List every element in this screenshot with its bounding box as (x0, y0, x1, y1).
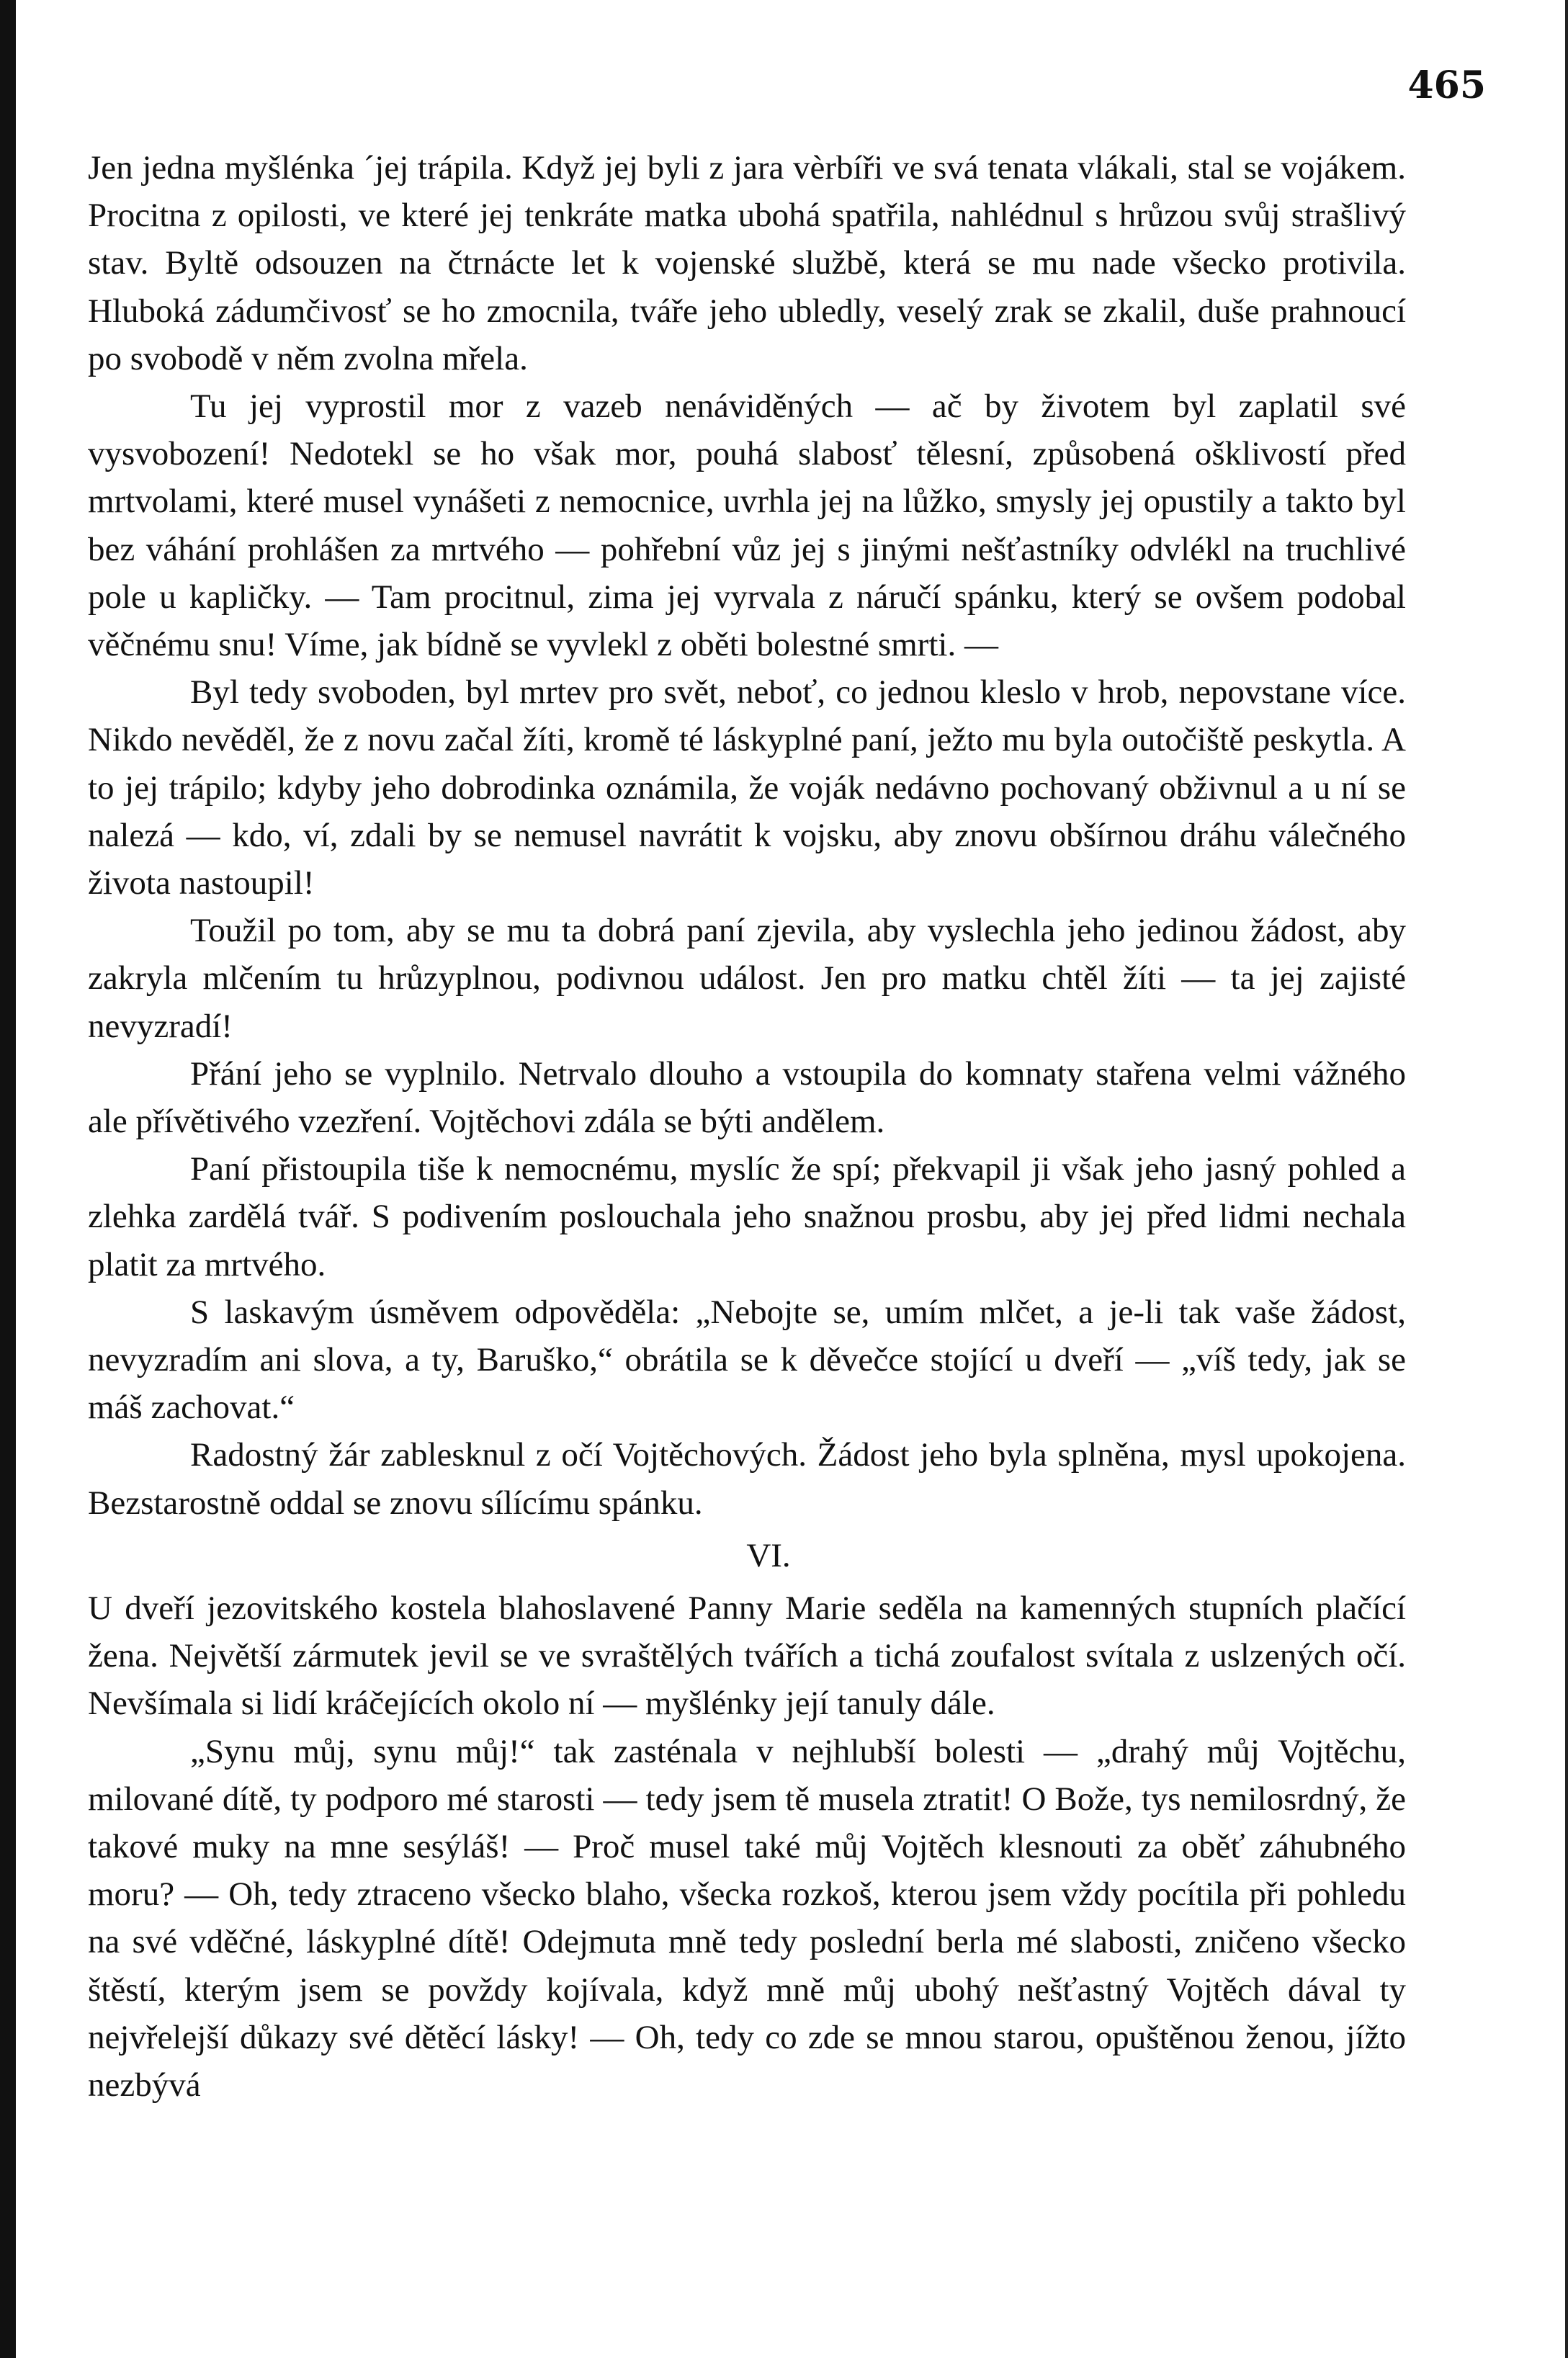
page-number: 465 (1407, 63, 1486, 107)
paragraph: S laskavým úsměvem odpověděla: „Nebojte se, umím mlčet, a je-li tak vaše žádost, nevyzradím ani slova, a ty, Baruško,“ obrátila se k děvečce stojící u dveří — „víš tedy, jak se máš zachovat.“ (88, 1293, 1406, 1427)
paragraph: Tu jej vyprostil mor z vazeb nenáviděných — ač by životem byl zaplatil své vysvobození! Nedotekl se ho však mor, pouhá slabosť tělesní, způsobená ošklivostí před mrtvolami, které musel vynášeti z nemocnice, uvrhla jej na lůžko, smysly jej opustily a takto byl bez váhání prohlášen za mrtvého — pohřební vůz jej s jinými nešťastníky odvlékl na truchlivé pole u kapličky. — Tam procitnul, zima jej vyrvala z náručí spánku, který se ovšem podobal věčnému snu! Víme, jak bídně se vyvlekl z oběti bolestné smrti. — (88, 387, 1406, 664)
paragraph: Paní přistoupila tiše k nemocnému, myslíc že spí; překvapil ji však jeho jasný pohled a zlehka zardělá tvář. S podivením poslouchala jeho snažnou prosbu, aby jej před lidmi nechala platit za mrtvého. (88, 1150, 1406, 1283)
paragraph: Radostný žár zablesknul z očí Vojtěchových. Žádost jeho byla splněna, mysl upokojena. Bezstarostně oddal se znovu sílícímu spánku. (88, 1436, 1406, 1522)
paragraph: „Synu můj, synu můj!“ tak zasténala v nejhlubší bolesti — „drahý můj Vojtěchu, milované dítě, ty podporo mé starosti — tedy jsem tě musela ztratit! O Bože, tys nemilosrdný, že takové muky na mne sesýláš! — Proč musel také můj Vojtěch klesnouti za oběť záhubného moru? — Oh, tedy ztraceno všecko blaho, všecka rozkoš, kterou jsem vždy pocítila při pohledu na své vděčné, láskyplné dítě! Odejmuta mně tedy poslední berla mé slabosti, zničeno všecko štěstí, kterým jsem se povždy kojívala, když mně můj ubohý nešťastný Vojtěch dával ty nejvřelejší důkazy své dětěcí lásky! — Oh, tedy co zde se mnou starou, opuštěnou ženou, jížto nezbývá (88, 1732, 1406, 2104)
paragraph: Přání jeho se vyplnilo. Netrvalo dlouho a vstoupila do komnaty stařena velmi vážného ale přívětivého vzezření. Vojtěchovi zdála se býti andělem. (88, 1054, 1406, 1141)
text-block (88, 144, 1406, 2109)
paragraph: Byl tedy svoboden, byl mrtev pro svět, neboť, co jednou kleslo v hrob, nepovstane více. Nikdo nevěděl, že z novu začal žíti, kromě té láskyplné paní, ježto mu byla outočiště peskytla. A to jej trápilo; kdyby jeho dobrodinka oznámila, že voják nedávno pochovaný obživnul a u ní se nalezá — kdo, ví, zdali by se nemusel navrátit k vojsku, aby znovu obšírnou dráhu válečného života nastoupil! (88, 673, 1406, 902)
section-heading: VI. (746, 1536, 791, 1574)
paragraph: Jen jedna myšlénka ´jej trápila. Když jej byli z jara vèrbíři ve svá tenata vlákali, stal se vojákem. Procitna z opilosti, ve které jej tenkráte matka ubohá spatřila, nahlédnul s hrůzou svůj strašlivý stav. Byltě odsouzen na čtrnácte let k vojenské službě, která se mu nade všecko protivila. Hluboká zádumčivosť se ho zmocnila, tváře jeho ubledly, veselý zrak se zkalil, duše prahnoucí po svobodě v něm zvolna mřela. (88, 149, 1406, 377)
paragraph: U dveří jezovitského kostela blahoslavené Panny Marie seděla na kamenných stupních plačící žena. Největší zármutek jevil se ve svraštělých tvářích a tichá zoufalost svítala z uslzených očí. Nevšímala si lidí kráčejících okolo ní — myšlénky její tanuly dále. (88, 1589, 1406, 1723)
paragraph: Toužil po tom, aby se mu ta dobrá paní zjevila, aby vyslechla jeho jedinou žádost, aby zakryla mlčením tu hrůzyplnou, podivnou událost. Jen pro matku chtěl žíti — ta jej zajisté nevyzradí! (88, 912, 1406, 1045)
